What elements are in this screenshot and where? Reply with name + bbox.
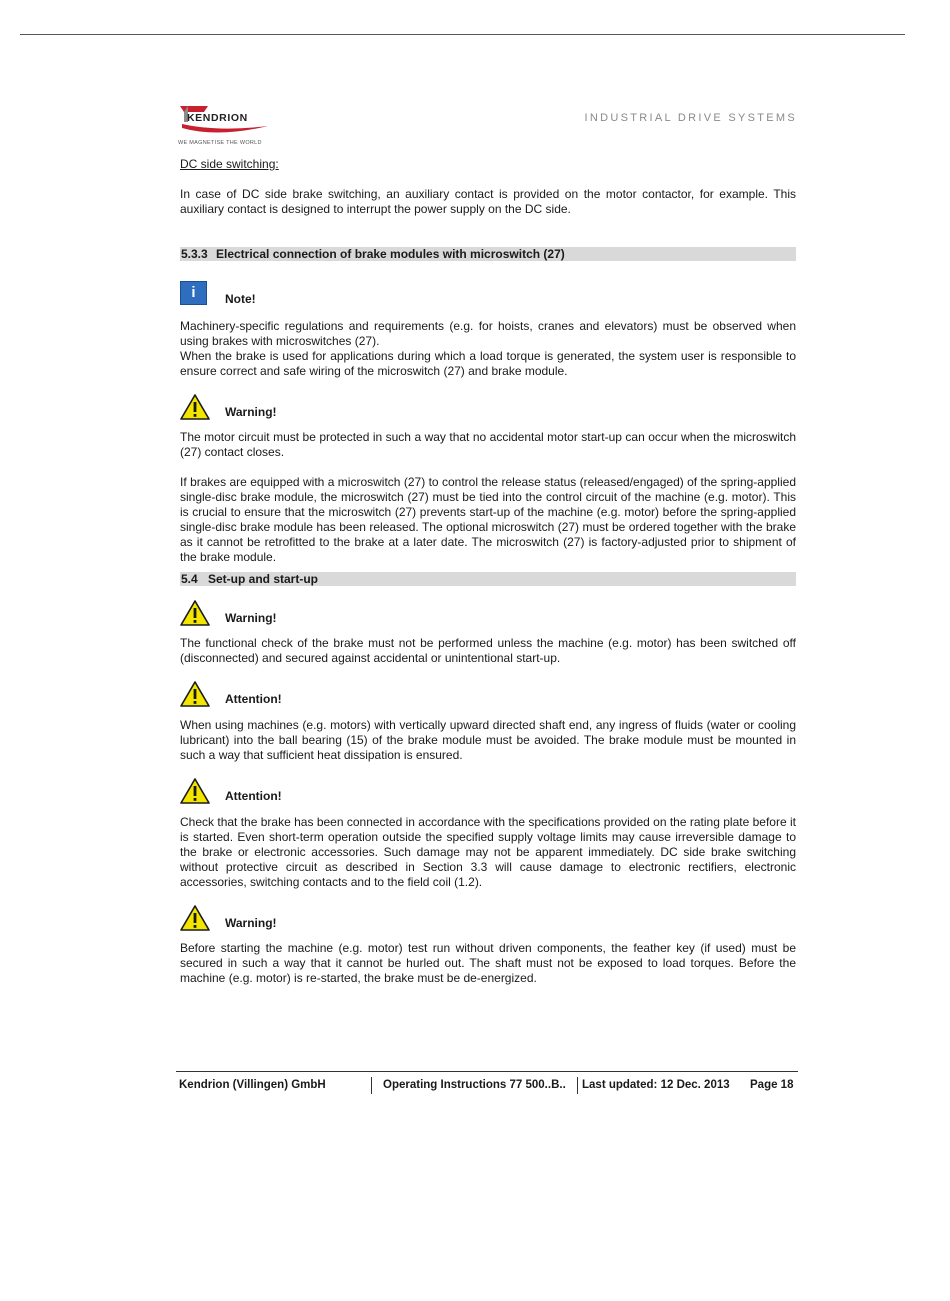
header-tagline: INDUSTRIAL DRIVE SYSTEMS <box>584 112 797 124</box>
warning-triangle-icon <box>180 905 210 931</box>
footer-document: Operating Instructions 77 500..B.. <box>383 1079 566 1091</box>
warning-paragraph: Before starting the machine (e.g. motor) test run without driven components, the feather key (if used) must be secured in such a way that it cannot be hurled out. The shaft must not be exposed to load torques. Before the machine (e.g. motor) is re-started, the brake must be de-energized. <box>180 941 796 985</box>
note-notice <box>180 281 796 309</box>
warning-notice-1 <box>180 394 796 422</box>
section-heading-5-4 <box>180 572 796 586</box>
warning-label: Warning! <box>225 405 277 419</box>
logo-tagline: WE MAGNETISE THE WORLD <box>178 140 262 146</box>
logo-text: KENDRION <box>187 112 248 124</box>
warning-triangle-icon <box>180 394 210 420</box>
warning-triangle-icon <box>180 681 210 707</box>
attention-paragraph: When using machines (e.g. motors) with vertically upward directed shaft end, any ingress of fluids (water or cooling lubricant) into the ball bearing (15) of the brake module must be avoided. The brake module must be mounted in such a way that sufficient heat dissipation is ensured. <box>180 718 796 762</box>
footer-updated: Last updated: 12 Dec. 2013 <box>582 1079 730 1091</box>
warning-notice-2 <box>180 600 796 628</box>
info-icon: i <box>180 281 207 305</box>
kendrion-logo <box>178 102 278 148</box>
footer-page-number: Page 18 <box>750 1079 794 1091</box>
warning-notice-3 <box>180 905 796 933</box>
note-paragraph-1: Machinery-specific regulations and requirements (e.g. for hoists, cranes and elevators) must be observed when using brakes with microswitches (27). <box>180 319 796 348</box>
section-number: 5.4 <box>181 572 198 586</box>
attention-label: Attention! <box>225 789 282 803</box>
note-label: Note! <box>225 292 256 306</box>
warning-label: Warning! <box>225 916 277 930</box>
top-rule <box>20 34 905 35</box>
footer-rule <box>176 1071 798 1072</box>
attention-notice-1 <box>180 681 796 709</box>
footer-separator <box>577 1077 578 1094</box>
warning-triangle-icon <box>180 778 210 804</box>
microswitch-paragraph: If brakes are equipped with a microswitch (27) to control the release status (released/engaged) of the spring-applied single-disc brake module, the microswitch (27) must be tied into the control circuit of the machine (e.g. motor). This is crucial to ensure that the microswitch (27) prevents start-up of the machine (e.g. motor) before the spring-applied single-disc brake module has been released. The optional microswitch (27) must be ordered together with the brake as it cannot be retrofitted to the brake at a later date. The microswitch (27) is factory-adjusted prior to shipment of the brake module. <box>180 475 796 564</box>
dc-switching-paragraph: In case of DC side brake switching, an auxiliary contact is provided on the motor contactor, for example. This auxiliary contact is designed to interrupt the power supply on the DC side. <box>180 187 796 216</box>
warning-triangle-icon <box>180 600 210 626</box>
section-heading-5-3-3 <box>180 247 796 261</box>
warning-label: Warning! <box>225 611 277 625</box>
page-content <box>180 154 796 986</box>
attention-paragraph: Check that the brake has been connected in accordance with the specifications provided on the rating plate before it is started. Even short-term operation outside the specified supply voltage limits may cause irreversible damage to the brake or electronic accessories. Such damage may not be apparent immediately. DC side brake switching without protective circuit as described in Section 3.3 will cause damage to electronic rectifiers, electronic accessories, switching contacts and to the field coil (1.2). <box>180 815 796 889</box>
section-title: Electrical connection of brake modules with microswitch (27) <box>216 247 565 261</box>
warning-paragraph: The functional check of the brake must not be performed unless the machine (e.g. motor) has been switched off (disconnected) and secured against accidental or unintentional start-up. <box>180 636 796 665</box>
section-title: Set-up and start-up <box>208 572 318 586</box>
warning-paragraph: The motor circuit must be protected in such a way that no accidental motor start-up can occur when the microswitch (27) contact closes. <box>180 430 796 459</box>
attention-notice-2 <box>180 778 796 806</box>
section-number: 5.3.3 <box>181 247 208 261</box>
dc-switching-heading: DC side switching: <box>180 157 279 171</box>
note-paragraph-2: When the brake is used for applications during which a load torque is generated, the system user is responsible to ensure correct and safe wiring of the microswitch (27) and brake module. <box>180 349 796 378</box>
footer-company: Kendrion (Villingen) GmbH <box>179 1079 326 1091</box>
footer-separator <box>371 1077 372 1094</box>
attention-label: Attention! <box>225 692 282 706</box>
